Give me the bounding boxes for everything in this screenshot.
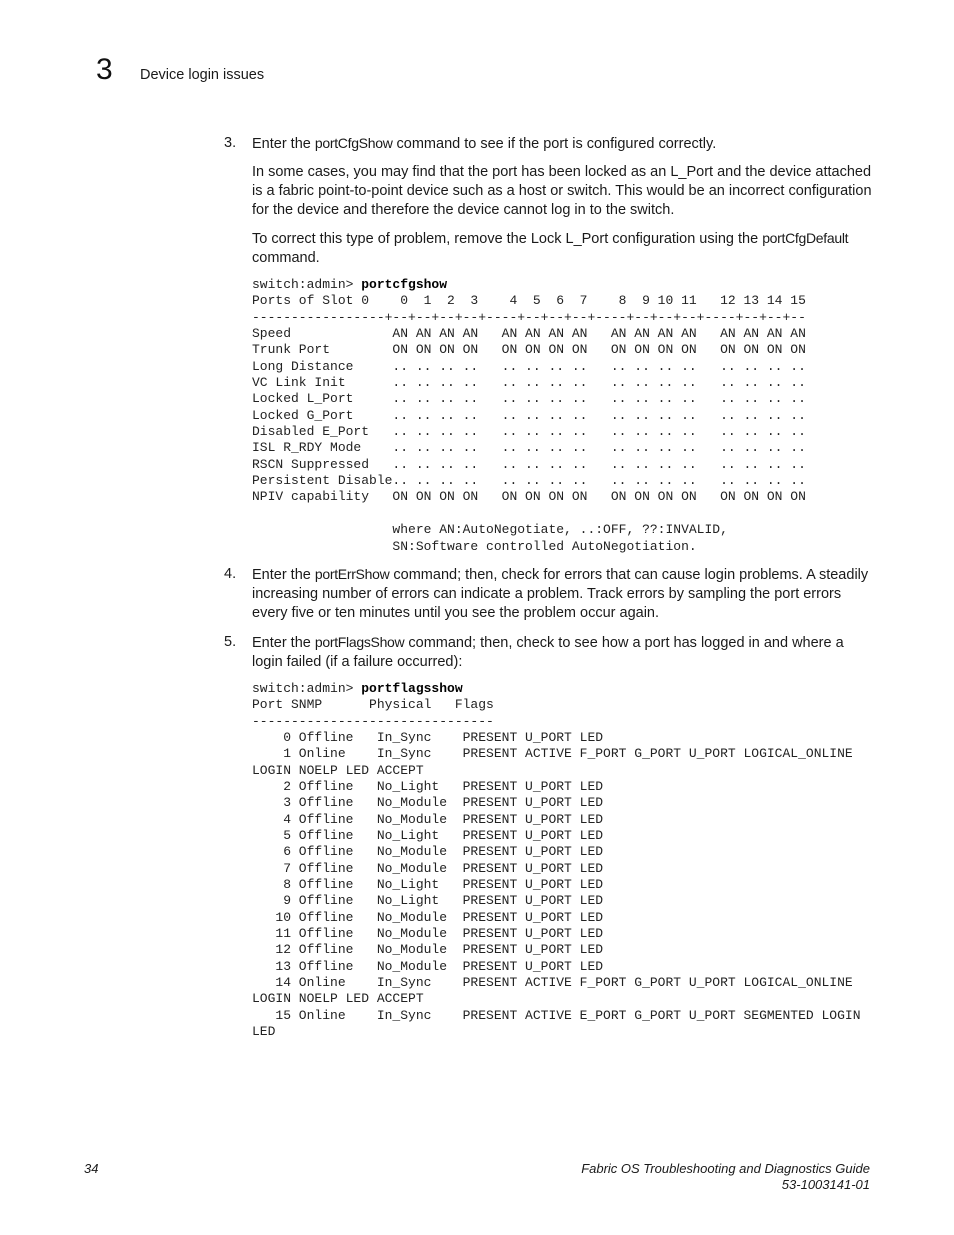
text: command to see if the port is configured correctly.	[392, 136, 717, 152]
chapter-title: Device login issues	[140, 67, 265, 83]
step-5	[224, 633, 874, 1041]
text: Enter the	[252, 566, 315, 583]
portcfgshow-code-block	[252, 277, 874, 555]
text: command; then, check to see how a port has logged in and where a login failed (if a failure occurred):	[252, 634, 844, 670]
shell-prompt: switch:admin>	[252, 680, 362, 696]
step-4-instruction	[252, 565, 874, 623]
main-content	[224, 134, 874, 1050]
shell-command: portcfgshow	[361, 277, 448, 292]
text: To correct this type of problem, remove the Lock L_Port configuration using the	[252, 231, 763, 247]
step-4	[224, 565, 874, 623]
shell-command: portflagsshow	[361, 680, 463, 696]
command-output: Ports of Slot 0 0 1 2 3 4 5 6 7 8 9 10 11 12 13 14 15 -----------------+--+--+--+--+----+--+--+--+----+--+--+--+----+--+--+-- Speed AN AN AN AN AN AN AN AN AN AN AN AN AN AN AN AN Trunk Port ON ON ON ON ON ON ON ON ON ON ON ON ON ON ON ON Long Distance .. .. .. .. .. .. .. .. .. .. .. .. .. .. .. .. VC Link Init .. .. .. .. .. .. .. .. .. .. .. .. .. .. .. .. Locked L_Port .. .. .. .. .. .. .. .. .. .. .. .. .. .. .. .. Locked G_Port .. .. .. .. .. .. .. .. .. .. .. .. .. .. .. .. Disabled E_Port .. .. .. .. .. .. .. .. .. .. .. .. .. .. .. .. ISL R_RDY Mode .. .. .. .. .. .. .. .. .. .. .. .. .. .. .. .. RSCN Suppressed .. .. .. .. .. .. .. .. .. .. .. .. .. .. .. .. Persistent Disable.. .. .. .. .. .. .. .. .. .. .. .. .. .. .. .. NPIV capability ON ON ON ON ON ON ON ON ON ON ON ON ON ON ON ON where AN:AutoNegotiate, ..:OFF, ??:INVALID, SN:Software controlled AutoNegotiation.	[252, 293, 806, 554]
step-3	[224, 134, 874, 555]
step-number: 5.	[224, 633, 237, 650]
footer-doc-info	[581, 1161, 870, 1193]
step-3-instruction	[252, 134, 874, 154]
doc-number: 53-1003141-01	[781, 1177, 870, 1192]
command-output: Port SNMP Physical Flags ------------------------------- 0 Offline In_Sync PRESENT U_PORT LED 1 Online In_Sync PRESENT ACTIVE F_PORT G_PORT U_PORT LOGICAL_ONLINE LOGIN NOELP LED ACCEPT 2 Offline No_Light PRESENT U_PORT LED 3 Offline No_Module PRESENT U_PORT LED 4 Offline No_Module PRESENT U_PORT LED 5 Offline No_Light PRESENT U_PORT LED 6 Offline No_Module PRESENT U_PORT LED 7 Offline No_Module PRESENT U_PORT LED 8 Offline No_Light PRESENT U_PORT LED 9 Offline No_Light PRESENT U_PORT LED 10 Offline No_Module PRESENT U_PORT LED 11 Offline No_Module PRESENT U_PORT LED 12 Offline No_Module PRESENT U_PORT LED 13 Offline No_Module PRESENT U_PORT LED 14 Online In_Sync PRESENT ACTIVE F_PORT G_PORT U_PORT LOGICAL_ONLINE LOGIN NOELP LED ACCEPT 15 Online In_Sync PRESENT ACTIVE E_PORT G_PORT U_PORT SEGMENTED LOGIN LED	[252, 697, 861, 1040]
chapter-number: 3	[96, 53, 113, 86]
doc-title: Fabric OS Troubleshooting and Diagnostics Guide	[581, 1161, 870, 1176]
page-number: 34	[84, 1161, 99, 1176]
command-name: portCfgShow	[314, 135, 393, 151]
text: Enter the	[252, 136, 315, 152]
command-name: portFlagsShow	[314, 633, 405, 650]
step-3-paragraph-1: In some cases, you may find that the port has been locked as an L_Port and the device attached is a fabric point-to-point device such as a host or switch. This would be an incorrect configuration for the device and therefore the device cannot log in to the switch.	[252, 164, 872, 218]
shell-prompt: switch:admin>	[252, 277, 362, 292]
command-name: portCfgDefault	[762, 230, 849, 246]
text: command.	[252, 250, 320, 266]
text: Enter the	[252, 634, 315, 651]
step-3-paragraph-2	[252, 229, 874, 268]
step-5-instruction	[252, 633, 874, 672]
step-number: 4.	[224, 565, 237, 582]
text: command; then, check for errors that can cause login problems. A steadily increasing number of errors can indicate a problem. Track errors by sampling the port errors every five or ten minutes until you see the problem occur again.	[252, 566, 869, 621]
portflagsshow-code-block	[252, 681, 874, 1041]
command-name: portErrShow	[314, 565, 390, 582]
step-number: 3.	[224, 135, 237, 151]
